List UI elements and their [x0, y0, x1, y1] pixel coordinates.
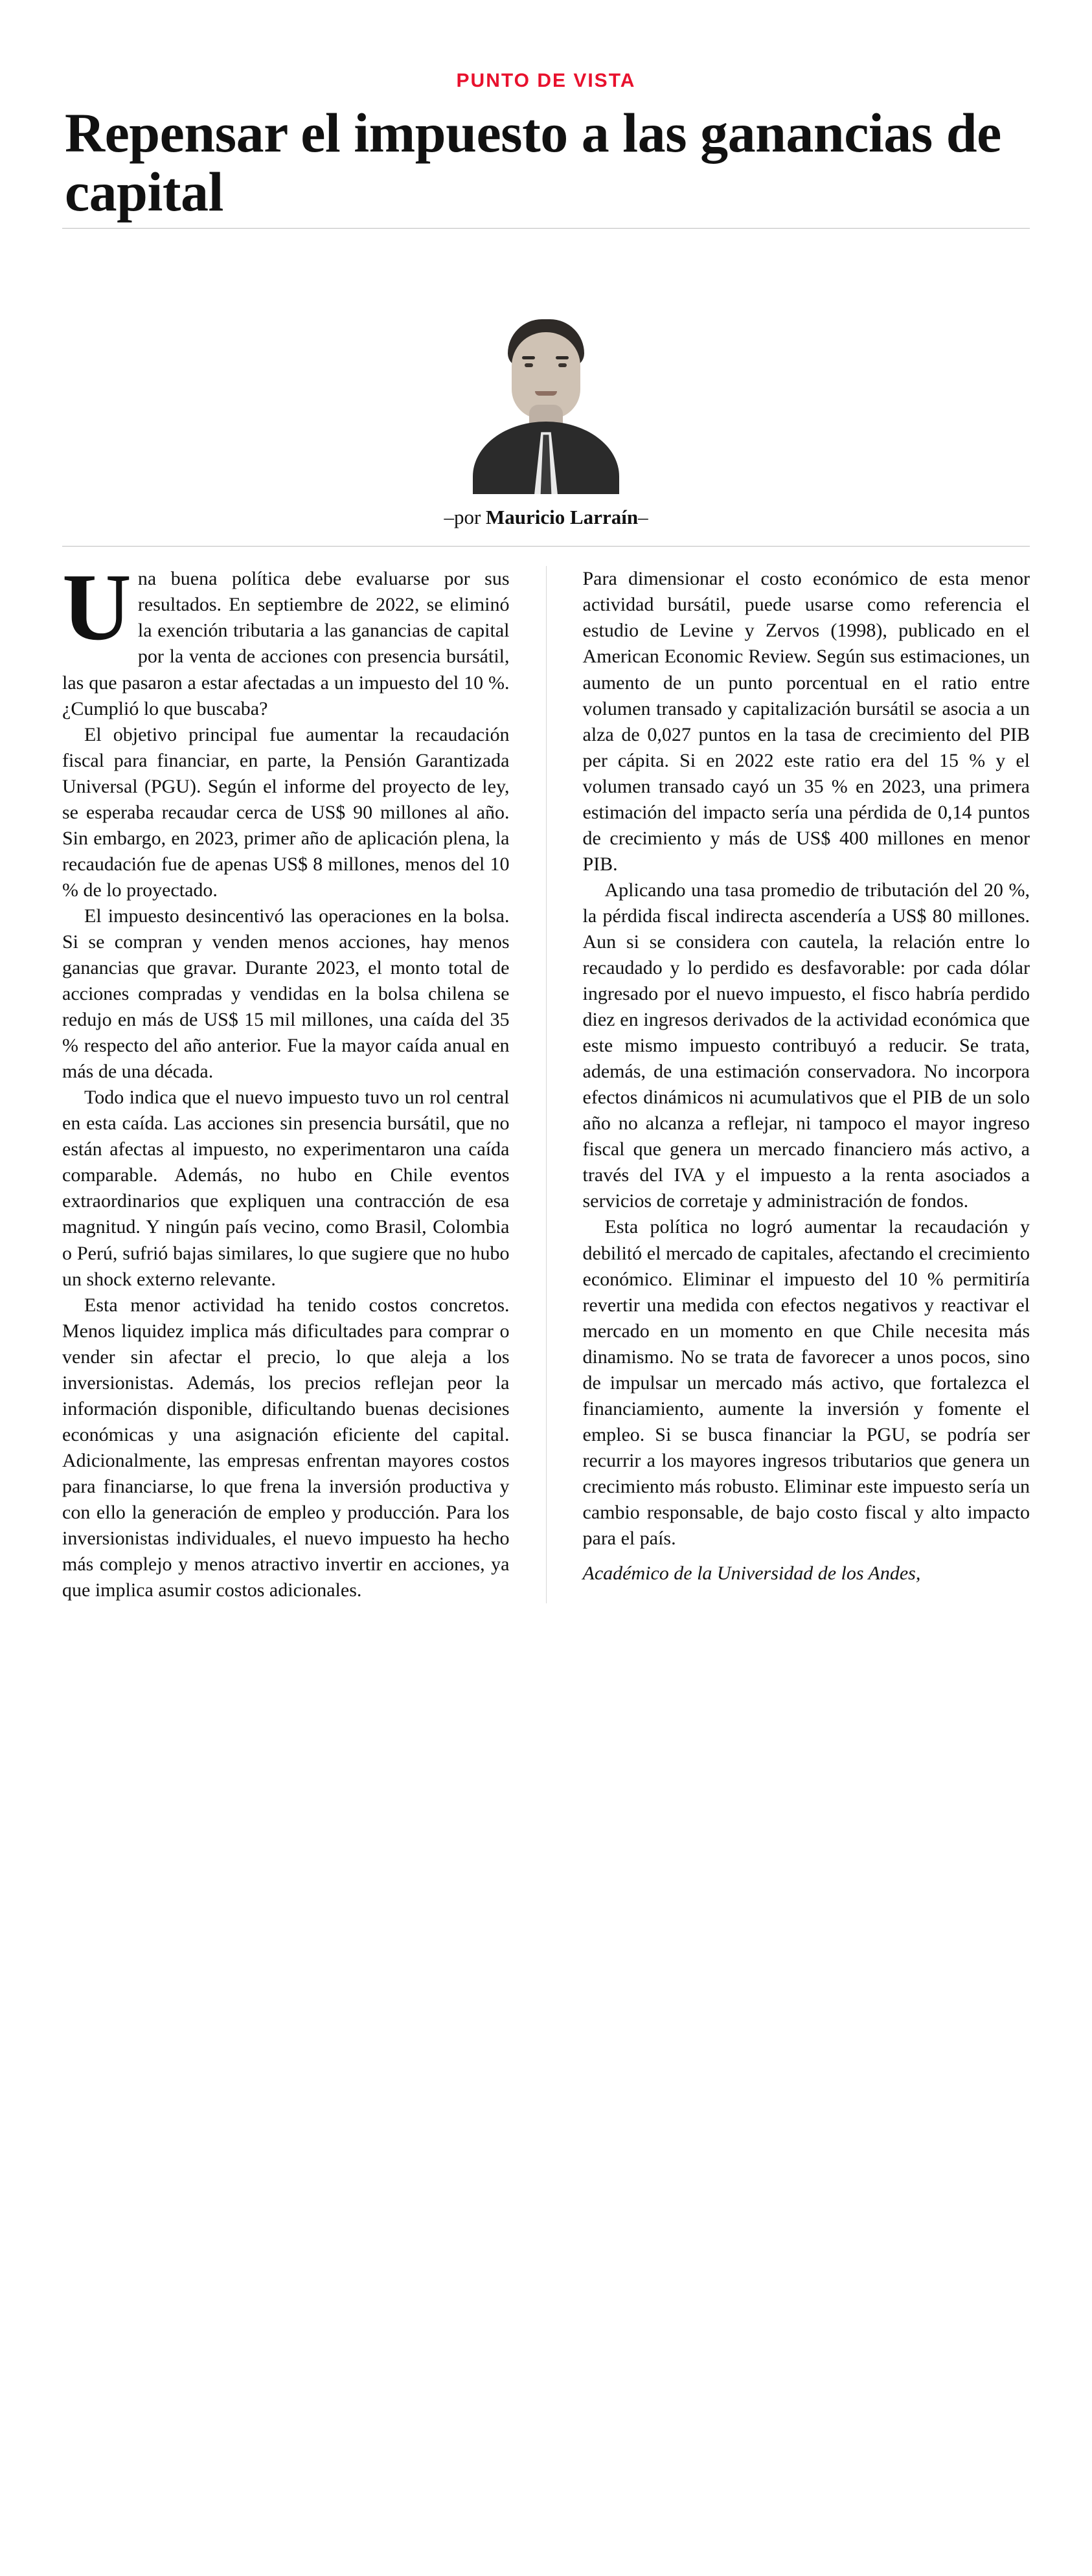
portrait-mouth	[535, 391, 557, 396]
page-title: Repensar el impuesto a las ganancias de capital	[65, 102, 1001, 223]
paragraph	[62, 554, 510, 721]
paragraph: Esta política no logró aumentar la recaudación y debilitó el mercado de capitales, afectando el crecimiento económico. Eliminar el impuesto del 10 % permitiría revertir una medida con efectos negativos y reactivar el mercado en un momento en que Chile necesita más dinamismo. No se trata de favorecer a unos pocos, sino de impulsar un mercado más activo, que fortalezca el financiamiento, aumente la inversión y fomente el empleo. Si se busca financiar la PGU, se podría ser recurrir a los mayores ingresos tributarios que genera un crecimiento más robusto. Eliminar este impuesto sería un cambio responsable, de bajo costo fiscal y alto impacto para el país.	[582, 1216, 1030, 1550]
paragraph: Esta menor actividad ha tenido costos concretos. Menos liquidez implica más dificultades para comprar o vender sin afectar el precio, lo que aleja a los inversionistas. Además, los precios reflejan peor la información disponible, dificultando buenas decisiones económicas y una asignación eficiente del capital. Adicionalmente, las empresas enfrentan mayores costos para financiarse, lo que frena la inversión productiva y con ello la generación de empleo y producción. Para los inversionistas individuales, el nuevo impuesto ha hecho más complejo y menos atractivo invertir en acciones, ya que implica asumir costos adicionales.	[62, 1294, 510, 1601]
portrait-brow-right	[556, 356, 569, 359]
paragraph: Todo indica que el nuevo impuesto tuvo un rol central en esta caída. Las acciones sin presencia bursátil, que no están afectas al impuesto, no experimentaron una caída comparable. Además, no hubo en Chile eventos extraordinarios que expliquen una contracción de esa magnitud. Y ningún país vecino, como Brasil, Colombia o Perú, sufrió bajas similares, lo que sugiere que no hubo un shock externo relevante.	[62, 1087, 510, 1290]
author-name: Mauricio Larraín	[486, 506, 639, 529]
paragraph: Aplicando una tasa promedio de tributación del 20 %, la pérdida fiscal indirecta ascendería a US$ 80 millones. Aun si se considera con cautela, la relación entre lo recaudado y lo perdido es desfavorable: por cada dólar ingresado por el nuevo impuesto, el fisco habría perdido diez en ingresos derivados de la actividad económica que este mismo impuesto contribuyó a reducir. Se trata, además, de una estimación conservadora. No incorpora efectos dinámicos ni acumulativos que el PIB de un solo año no alcanza a reflejar, ni tampoco el mayor ingreso fiscal que genera un mercado financiero más activo, a través del IVA y el impuesto a la renta asociados a servicios de corretaje y administración de fondos.	[582, 879, 1030, 1212]
portrait-eye-left	[525, 363, 533, 367]
article-column-left	[62, 554, 510, 1603]
article-body	[62, 554, 1030, 1603]
author-affiliation: Académico de la Universidad de los Andes,	[582, 1563, 921, 1585]
portrait-illustration	[465, 280, 627, 494]
headline-divider	[62, 228, 1030, 229]
paragraph-text: na buena política debe evaluarse por sus resultados. En septiembre de 2022, se eliminó la exención tributaria a las ganancias de capital por la venta de acciones con presencia bursátil, las que pasaron a estar afectadas a un impuesto del 10 %. ¿Cumplió lo que buscaba?	[62, 568, 510, 719]
paragraph: Para dimensionar el costo económico de esta menor actividad bursátil, puede usarse como referencia el estudio de Levine y Zervos (1998), publicado en el American Economic Review. Según sus estimaciones, un aumento de un punto porcentual en el ratio entre volumen transado y capitalización bursátil se asocia a un alza de 0,027 puntos en la tasa de crecimiento del PIB per cápita. Si en 2022 este ratio era del 15 % y el volumen transado cayó un 35 % en 2023, una primera estimación del impacto sería una pérdida de 0,14 puntos de crecimiento y más de US$ 400 millones en menor PIB.	[582, 568, 1030, 875]
portrait-eye-right	[558, 363, 567, 367]
portrait-brow-left	[522, 356, 535, 359]
byline-divider	[62, 546, 1030, 547]
article-column-right	[583, 566, 1030, 1603]
byline	[62, 506, 1030, 529]
paragraph: El impuesto desincentivó las operaciones en la bolsa. Si se compran y venden menos acciones, hay menos ganancias que gravar. Durante 2023, el monto total de acciones compradas y vendidas en la bolsa chilena se redujo en más de US$ 15 mil millones, una caída del 35 % respecto del año anterior. Fue la mayor caída anual en más de una década.	[62, 905, 510, 1083]
paragraph: El objetivo principal fue aumentar la recaudación fiscal para financiar, en parte, la Pensión Garantizada Universal (PGU). Según el informe del proyecto de ley, se esperaba recaudar cerca de US$ 90 millones al año. Sin embargo, en 2023, primer año de aplicación plena, la recaudación fue de apenas US$ 8 millones, menos del 10 % de lo proyectado.	[62, 723, 510, 901]
byline-prefix: –por	[444, 506, 486, 529]
author-portrait	[62, 261, 1030, 494]
drop-cap: U	[62, 554, 131, 661]
column-divider	[546, 566, 547, 1603]
section-kicker: PUNTO DE VISTA	[456, 70, 636, 91]
byline-suffix: –	[638, 506, 648, 529]
